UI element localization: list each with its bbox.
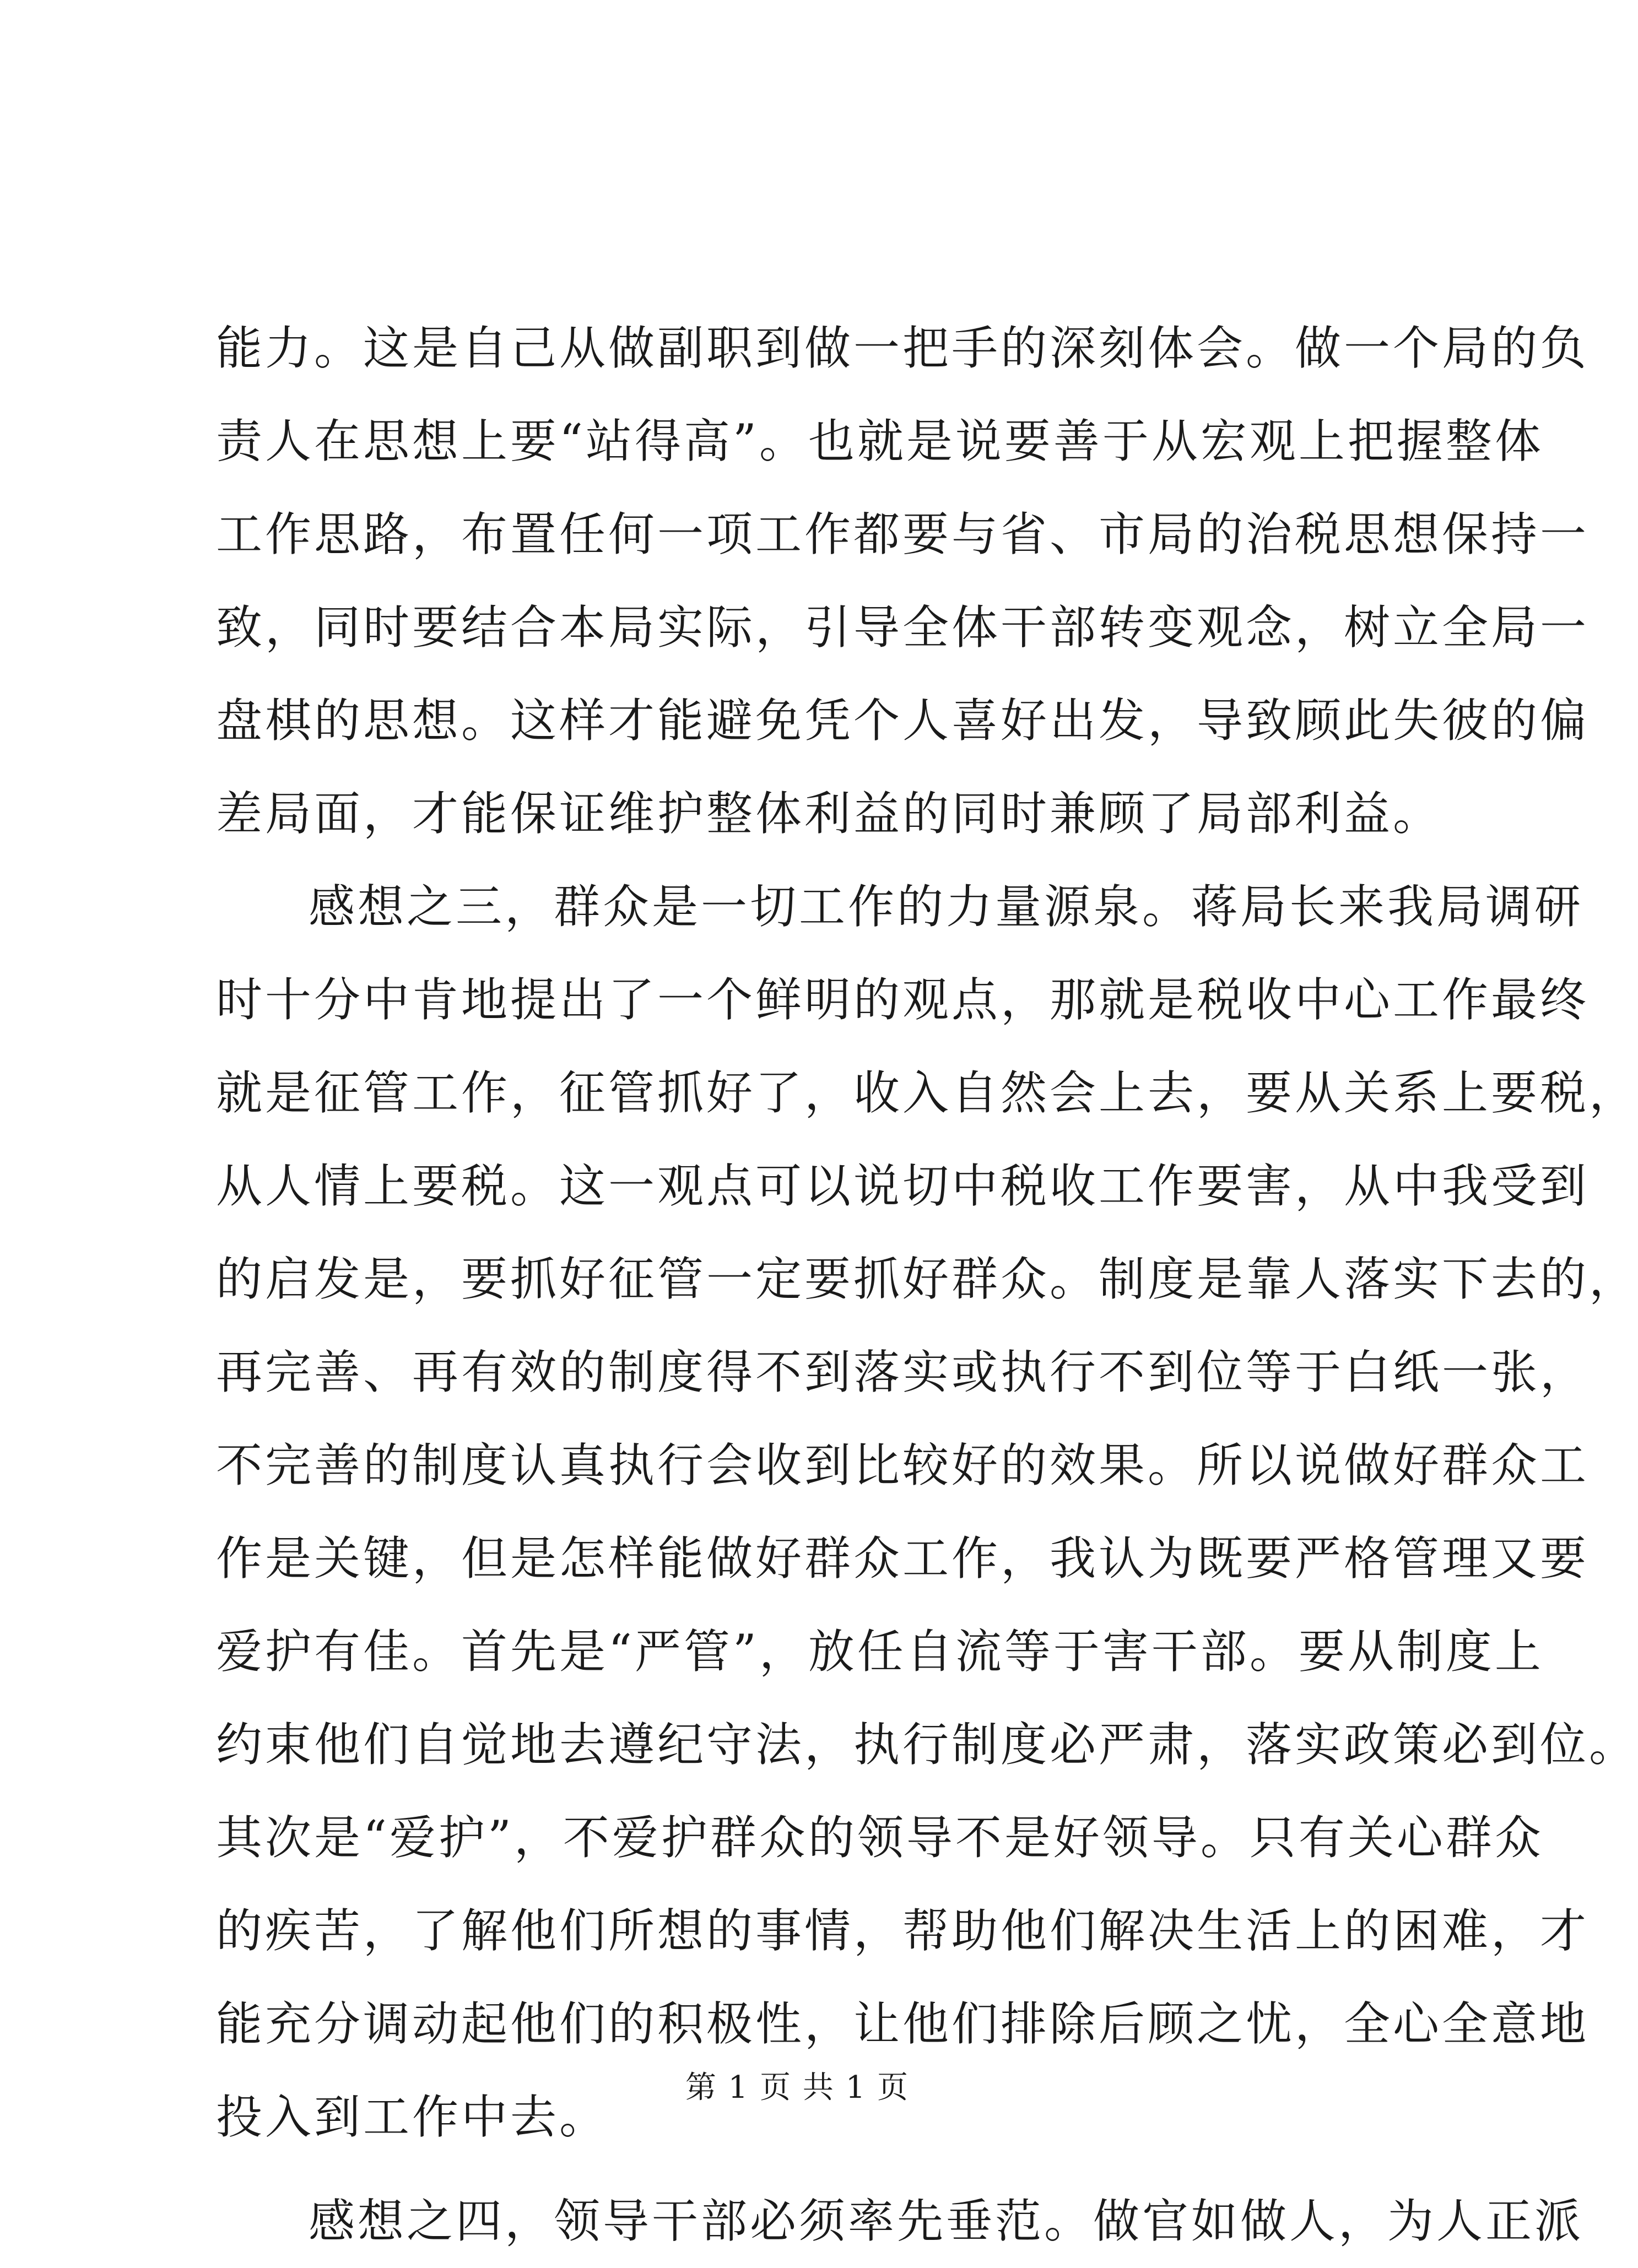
- text-line: 爱护有佳。首先是“严管”，放任自流等于害干部。要从制度上: [216, 1625, 1544, 1679]
- text-line: 约束他们自觉地去遵纪守法，执行制度必严肃，落实政策必到位。: [216, 1718, 1638, 1772]
- text-line: 再完善、再有效的制度得不到落实或执行不到位等于白纸一张，: [216, 1345, 1590, 1399]
- text-line: 投入到工作中去。: [216, 2090, 609, 2144]
- text-line: 能力。这是自己从做副职到做一把手的深刻体会。做一个局的负: [216, 321, 1590, 375]
- text-line: 其次是“爱护”，不爱护群众的领导不是好领导。只有关心群众: [216, 1811, 1544, 1865]
- text-line: 致，同时要结合本局实际，引导全体干部转变观念，树立全局一: [216, 600, 1590, 654]
- paragraph-start-line: 感想之四，领导干部必须率先垂范。做官如做人，为人正派: [309, 2194, 1584, 2248]
- text-line: 能充分调动起他们的积极性，让他们排除后顾之忧，全心全意地: [216, 1997, 1590, 2051]
- text-line: 的启发是，要抓好征管一定要抓好群众。制度是靠人落实下去的，: [216, 1252, 1638, 1306]
- text-line: 责人在思想上要“站得高”。也就是说要善于从宏观上把握整体: [216, 414, 1544, 468]
- text-line: 作是关键，但是怎样能做好群众工作，我认为既要严格管理又要: [216, 1531, 1590, 1585]
- text-line: 不完善的制度认真执行会收到比较好的效果。所以说做好群众工: [216, 1438, 1590, 1492]
- paragraph-start-line: 感想之三，群众是一切工作的力量源泉。蒋局长来我局调研: [309, 880, 1584, 934]
- text-line: 工作思路，布置任何一项工作都要与省、市局的治税思想保持一: [216, 507, 1590, 561]
- text-line: 差局面，才能保证维护整体利益的同时兼顾了局部利益。: [216, 787, 1442, 841]
- page-number-footer: 第 1 页 共 1 页: [685, 2070, 910, 2105]
- text-line: 从人情上要税。这一观点可以说切中税收工作要害，从中我受到: [216, 1159, 1590, 1213]
- text-line: 时十分中肯地提出了一个鲜明的观点，那就是税收中心工作最终: [216, 973, 1590, 1027]
- text-line: 就是征管工作，征管抓好了，收入自然会上去，要从关系上要税，: [216, 1066, 1638, 1120]
- text-line: 盘棋的思想。这样才能避免凭个人喜好出发，导致顾此失彼的偏: [216, 694, 1590, 748]
- body-text: [216, 302, 1638, 2268]
- text-line: 的疾苦，了解他们所想的事情，帮助他们解决生活上的困难，才: [216, 1904, 1590, 1958]
